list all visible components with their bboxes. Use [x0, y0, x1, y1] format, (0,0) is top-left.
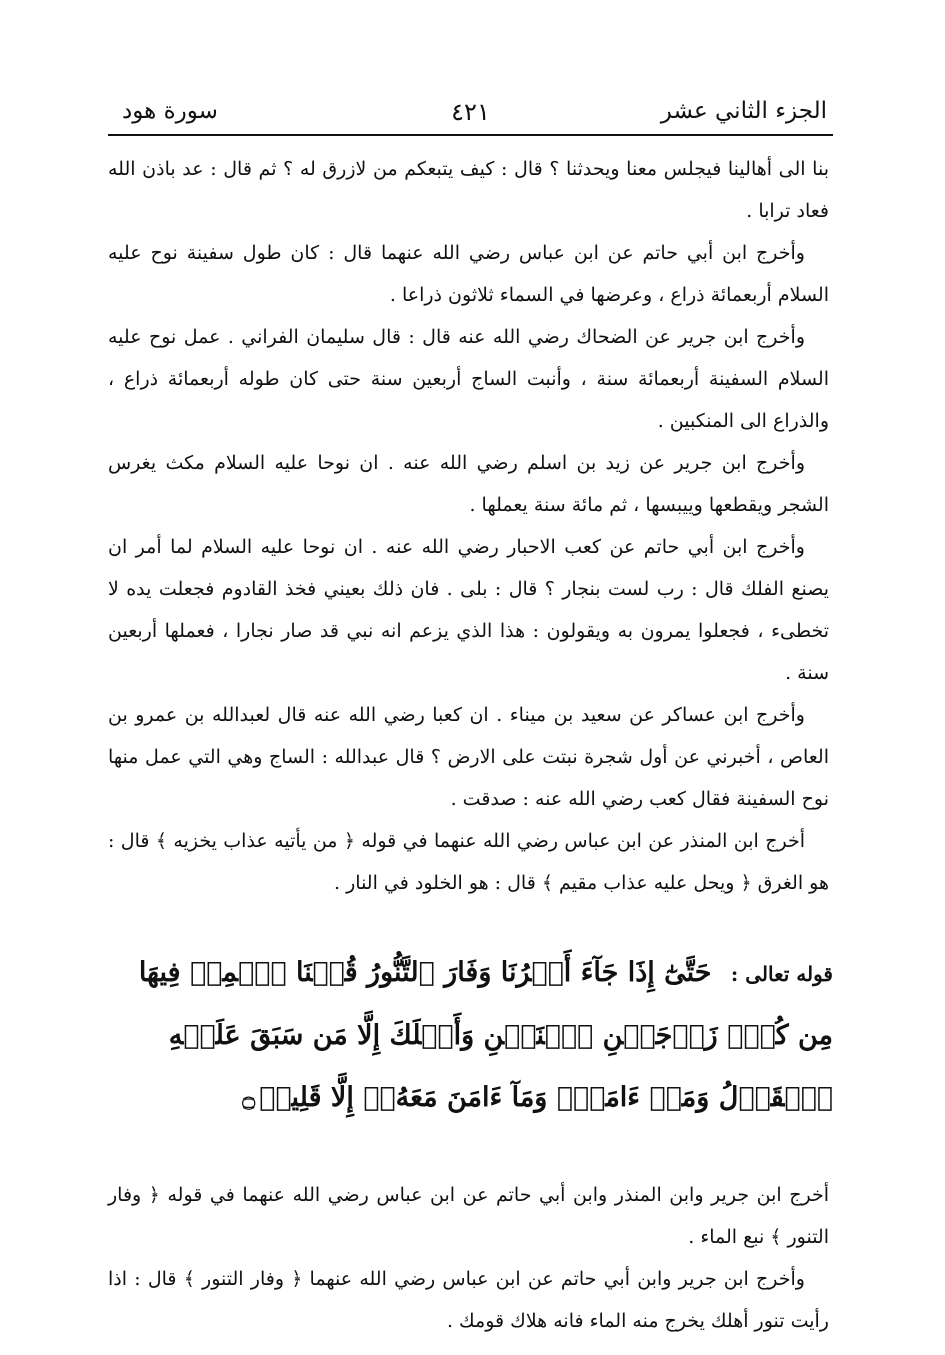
verse-intro: قوله تعالى :: [730, 962, 833, 986]
paragraph: وأخرج ابن أبي حاتم عن ابن عباس رضي الله عنهما قال : كان طول سفينة نوح عليه السلام أربعمائة ذراع ، وعرضها في السماء ثلاثون ذراعا .: [108, 242, 829, 306]
paragraph: أخرج ابن جرير وابن المنذر وابن أبي حاتم عن ابن عباس رضي الله عنهما في قوله ﴿ وفار التنور ﴾ نبع الماء .: [108, 1184, 829, 1248]
paragraph: وأخرج ابن جرير وابن أبي حاتم عن ابن عباس رضي الله عنهما ﴿ وفار التنور ﴾ قال : اذا رأيت تنور أهلك يخرج منه الماء فانه هلاك قومك .: [108, 1268, 829, 1332]
paragraph: وأخرج ابن أبي حاتم عن كعب الاحبار رضي الله عنه . ان نوحا عليه السلام لما أمر ان يصنع الفلك قال : رب لست بنجار ؟ قال : بلى . فان ذلك بعيني فخذ القادوم فجعلت يده لا تخطىء ، فجعلوا يمرون به ويقولون : هذا الذي يزعم انه نبي قد صار نجارا ، فعملها أربعين سنة .: [108, 536, 829, 684]
paragraph: وأخرج ابن جرير عن الضحاك رضي الله عنه قال : قال سليمان الفراني . عمل نوح عليه السلام السفينة أربعمائة سنة ، وأنبت الساج أربعين سنة حتى كان طوله أربعمائة ذراع ، والذراع الى المنكبين .: [108, 326, 829, 432]
paragraph: وأخرج ابن جرير عن زيد بن اسلم رضي الله عنه . ان نوحا عليه السلام مكث يغرس الشجر ويقطعها وييبسها ، ثم مائة سنة يعملها .: [108, 452, 829, 516]
ayah-end-mark: ۝: [242, 1086, 256, 1112]
page-number: ٤٢١: [451, 98, 490, 126]
paragraph: أخرج ابن المنذر عن ابن عباس رضي الله عنهما في قوله ﴿ من يأتيه عذاب يخزيه ﴾ قال : هو الغرق ﴿ ويحل عليه عذاب مقيم ﴾ قال : هو الخلود في النار .: [108, 830, 829, 894]
paragraph: وأخرج ابن عساكر عن سعيد بن ميناء . ان كعبا رضي الله عنه قال لعبدالله بن عمرو بن العاص ، أخبرني عن أول شجرة نبتت على الارض ؟ قال عبدالله : الساج وهي التي عمل منها نوح السفينة فقال كعب رضي الله عنه : صدقت .: [108, 704, 829, 810]
page-header: [108, 86, 833, 136]
commentary-text: [108, 148, 833, 1342]
quran-verse: [108, 942, 833, 1130]
part-label: الجزء الثاني عشر: [660, 98, 827, 124]
book-page: [108, 86, 833, 1332]
verse-text: حَتَّىٰٓ إِذَا جَآءَ أَمۡرُنَا وَفَارَ ٱلتَّنُّورُ قُلۡنَا ٱحۡمِلۡ فِيهَا مِن كُلّٖ زَوۡجَيۡنِ ٱثۡنَيۡنِ وَأَهۡلَكَ إِلَّا مَن سَبَقَ عَلَيۡهِ ٱلۡقَوۡلُ وَمَنۡ ءَامَنَۚ وَمَآ ءَامَنَ مَعَهُۥٓ إِلَّا قَلِيلٞ: [138, 957, 833, 1113]
surah-label: سورة هود: [122, 98, 218, 124]
paragraph: بنا الى أهالينا فيجلس معنا ويحدثنا ؟ قال : كيف يتبعكم من لازرق له ؟ ثم قال : عد باذن الله فعاد ترابا .: [108, 158, 829, 222]
